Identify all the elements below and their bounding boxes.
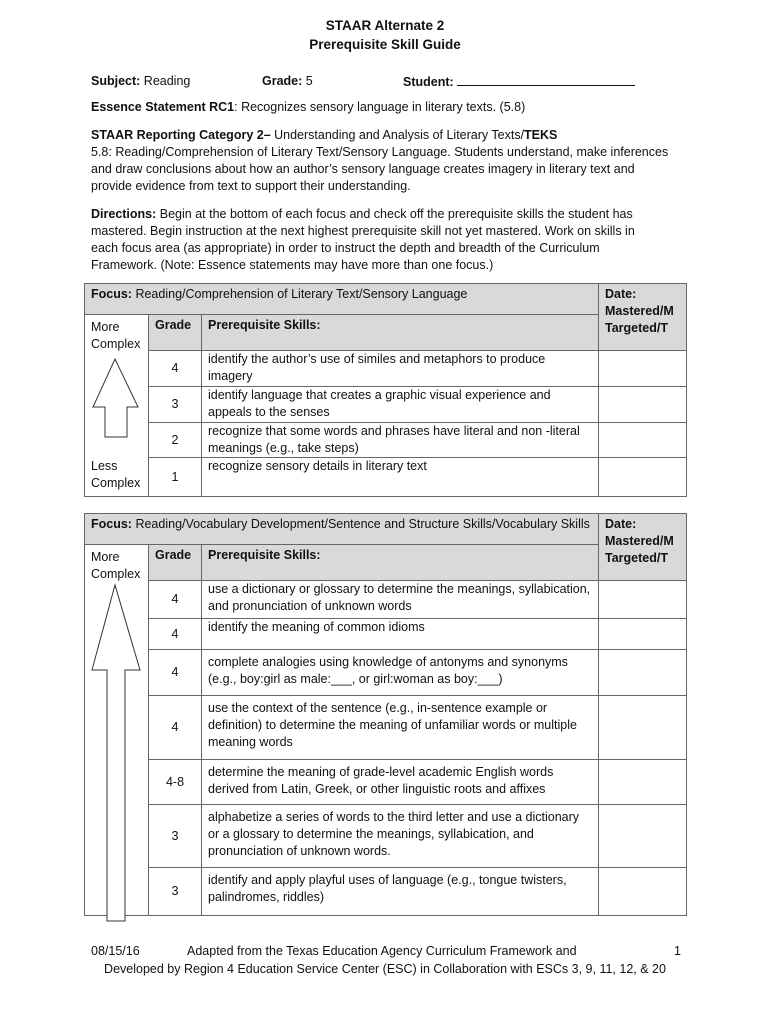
subject-label: Subject:: [91, 74, 141, 88]
focus-table-sensory-language: [84, 283, 687, 497]
footer-line1: Adapted from the Texas Education Agency Curriculum Framework and: [187, 944, 577, 958]
focus-header: [85, 284, 599, 315]
skill-cell: use the context of the sentence (e.g., in-sentence example or definition) to determine the meaning of unfamiliar words or multiple meaning words: [202, 696, 599, 760]
targeted-label: Targeted/T: [605, 551, 668, 565]
reporting-label: STAAR Reporting Category 2–: [91, 128, 271, 142]
skill-cell: identify and apply playful uses of language (e.g., tongue twisters, palindromes, riddles): [202, 868, 599, 916]
more-complex-label: More Complex: [91, 550, 141, 581]
essence-text: : Recognizes sensory language in literary texts. (5.8): [234, 100, 526, 114]
directions-line: each focus area (as appropriate) in order to instruct the depth and breadth of the Curriculum: [91, 241, 600, 255]
date-entry-cell[interactable]: [599, 619, 687, 650]
footer-date: 08/15/16: [91, 944, 140, 958]
date-header: [599, 514, 687, 581]
focus-text: Reading/Comprehension of Literary Text/Sensory Language: [131, 287, 468, 301]
less-complex-label: Less Complex: [91, 459, 141, 490]
grade-cell: 1: [149, 458, 202, 497]
grade-cell: 4: [149, 351, 202, 387]
table-row: [85, 619, 687, 650]
targeted-label: Targeted/T: [605, 321, 668, 335]
directions-line: mastered. Begin instruction at the next highest prerequisite skill not yet mastered. Work on skills in: [91, 224, 635, 238]
date-entry-cell[interactable]: [599, 581, 687, 619]
grade-header: Grade: [149, 545, 202, 581]
skills-header: Prerequisite Skills:: [202, 315, 599, 351]
student-field: [403, 73, 635, 91]
focus-table-vocabulary: [84, 513, 687, 916]
skill-cell: identify the author’s use of similes and metaphors to produce imagery: [202, 351, 599, 387]
table-row: [85, 458, 687, 497]
table-row: [85, 581, 687, 619]
grade-header: Grade: [149, 315, 202, 351]
more-complex-label: More Complex: [91, 320, 141, 351]
directions-line: Begin at the bottom of each focus and check off the prerequisite skills the student has: [156, 207, 633, 221]
mastered-label: Mastered/M: [605, 534, 674, 548]
reporting-line: provide evidence from text to support their understanding.: [91, 179, 411, 193]
focus-label: Focus:: [91, 517, 132, 531]
essence-label: Essence Statement RC1: [91, 100, 235, 114]
grade-cell: 3: [149, 868, 202, 916]
mastered-label: Mastered/M: [605, 304, 674, 318]
grade-cell: 4: [149, 696, 202, 760]
date-label: Date:: [605, 287, 637, 301]
table-row: [85, 650, 687, 696]
student-label: Student:: [403, 75, 454, 89]
focus-header: [85, 514, 599, 545]
complexity-column: [85, 545, 149, 916]
grade-cell: 4: [149, 619, 202, 650]
date-entry-cell[interactable]: [599, 387, 687, 423]
complexity-column: [85, 315, 149, 497]
grade-cell: 2: [149, 423, 202, 458]
skill-cell: complete analogies using knowledge of antonyms and synonyms (e.g., boy:girl as male:___, or girl:woman as boy:___): [202, 650, 599, 696]
table-row: [85, 696, 687, 760]
grade-label: Grade:: [262, 74, 303, 88]
date-entry-cell[interactable]: [599, 696, 687, 760]
date-entry-cell[interactable]: [599, 760, 687, 805]
table-row: [85, 423, 687, 458]
date-header: [599, 284, 687, 351]
reporting-text: Understanding and Analysis of Literary Texts/: [270, 128, 525, 142]
directions: [91, 206, 691, 274]
essence-statement: [91, 99, 525, 116]
subject-field: [91, 73, 190, 90]
focus-text: Reading/Vocabulary Development/Sentence and Structure Skills/Vocabulary Skills: [131, 517, 590, 531]
page-number: 1: [674, 944, 681, 958]
skill-cell: use a dictionary or glossary to determine the meanings, syllabication, and pronunciation of unknown words: [202, 581, 599, 619]
date-entry-cell[interactable]: [599, 351, 687, 387]
table-row: [85, 805, 687, 868]
grade-cell: 3: [149, 387, 202, 423]
reporting-category: [91, 127, 691, 195]
skill-cell: recognize that some words and phrases have literal and non -literal meanings (e.g., take steps): [202, 423, 599, 458]
date-label: Date:: [605, 517, 637, 531]
skill-cell: alphabetize a series of words to the third letter and use a dictionary or a glossary to determine the meanings, syllabication, and pronunciation of unknown words.: [202, 805, 599, 868]
table-row: [85, 760, 687, 805]
table-row: [85, 387, 687, 423]
reporting-line: and draw conclusions about how an author’s sensory language creates imagery in literary text and: [91, 162, 635, 176]
focus-label: Focus:: [91, 287, 132, 301]
grade-cell: 4: [149, 581, 202, 619]
skill-cell: recognize sensory details in literary text: [202, 458, 599, 497]
document-subtitle: Prerequisite Skill Guide: [309, 37, 461, 52]
reporting-line: 5.8: Reading/Comprehension of Literary Text/Sensory Language. Students understand, make inferences: [91, 145, 669, 159]
document-title: STAAR Alternate 2: [325, 18, 445, 33]
date-entry-cell[interactable]: [599, 458, 687, 497]
date-entry-cell[interactable]: [599, 868, 687, 916]
grade-cell: 3: [149, 805, 202, 868]
table-row: [85, 868, 687, 916]
date-entry-cell[interactable]: [599, 423, 687, 458]
footer-line2: Developed by Region 4 Education Service Center (ESC) in Collaboration with ESCs 3, 9, 11, 12, & 20: [104, 962, 666, 976]
subject-value: Reading: [143, 74, 191, 88]
skills-header: Prerequisite Skills:: [202, 545, 599, 581]
grade-value: 5: [305, 74, 313, 88]
date-entry-cell[interactable]: [599, 805, 687, 868]
grade-cell: 4: [149, 650, 202, 696]
table-row: [85, 351, 687, 387]
reporting-teks: TEKS: [524, 128, 558, 142]
skill-cell: determine the meaning of grade-level academic English words derived from Latin, Greek, or other linguistic roots and affixes: [202, 760, 599, 805]
directions-label: Directions:: [91, 207, 157, 221]
skill-cell: identify language that creates a graphic visual experience and appeals to the senses: [202, 387, 599, 423]
date-entry-cell[interactable]: [599, 650, 687, 696]
student-blank-line[interactable]: [457, 73, 635, 86]
skill-cell: identify the meaning of common idioms: [202, 619, 599, 650]
grade-field: [262, 73, 313, 90]
up-arrow-icon: [85, 545, 149, 925]
grade-cell: 4-8: [149, 760, 202, 805]
directions-line: Framework. (Note: Essence statements may have more than one focus.): [91, 258, 494, 272]
